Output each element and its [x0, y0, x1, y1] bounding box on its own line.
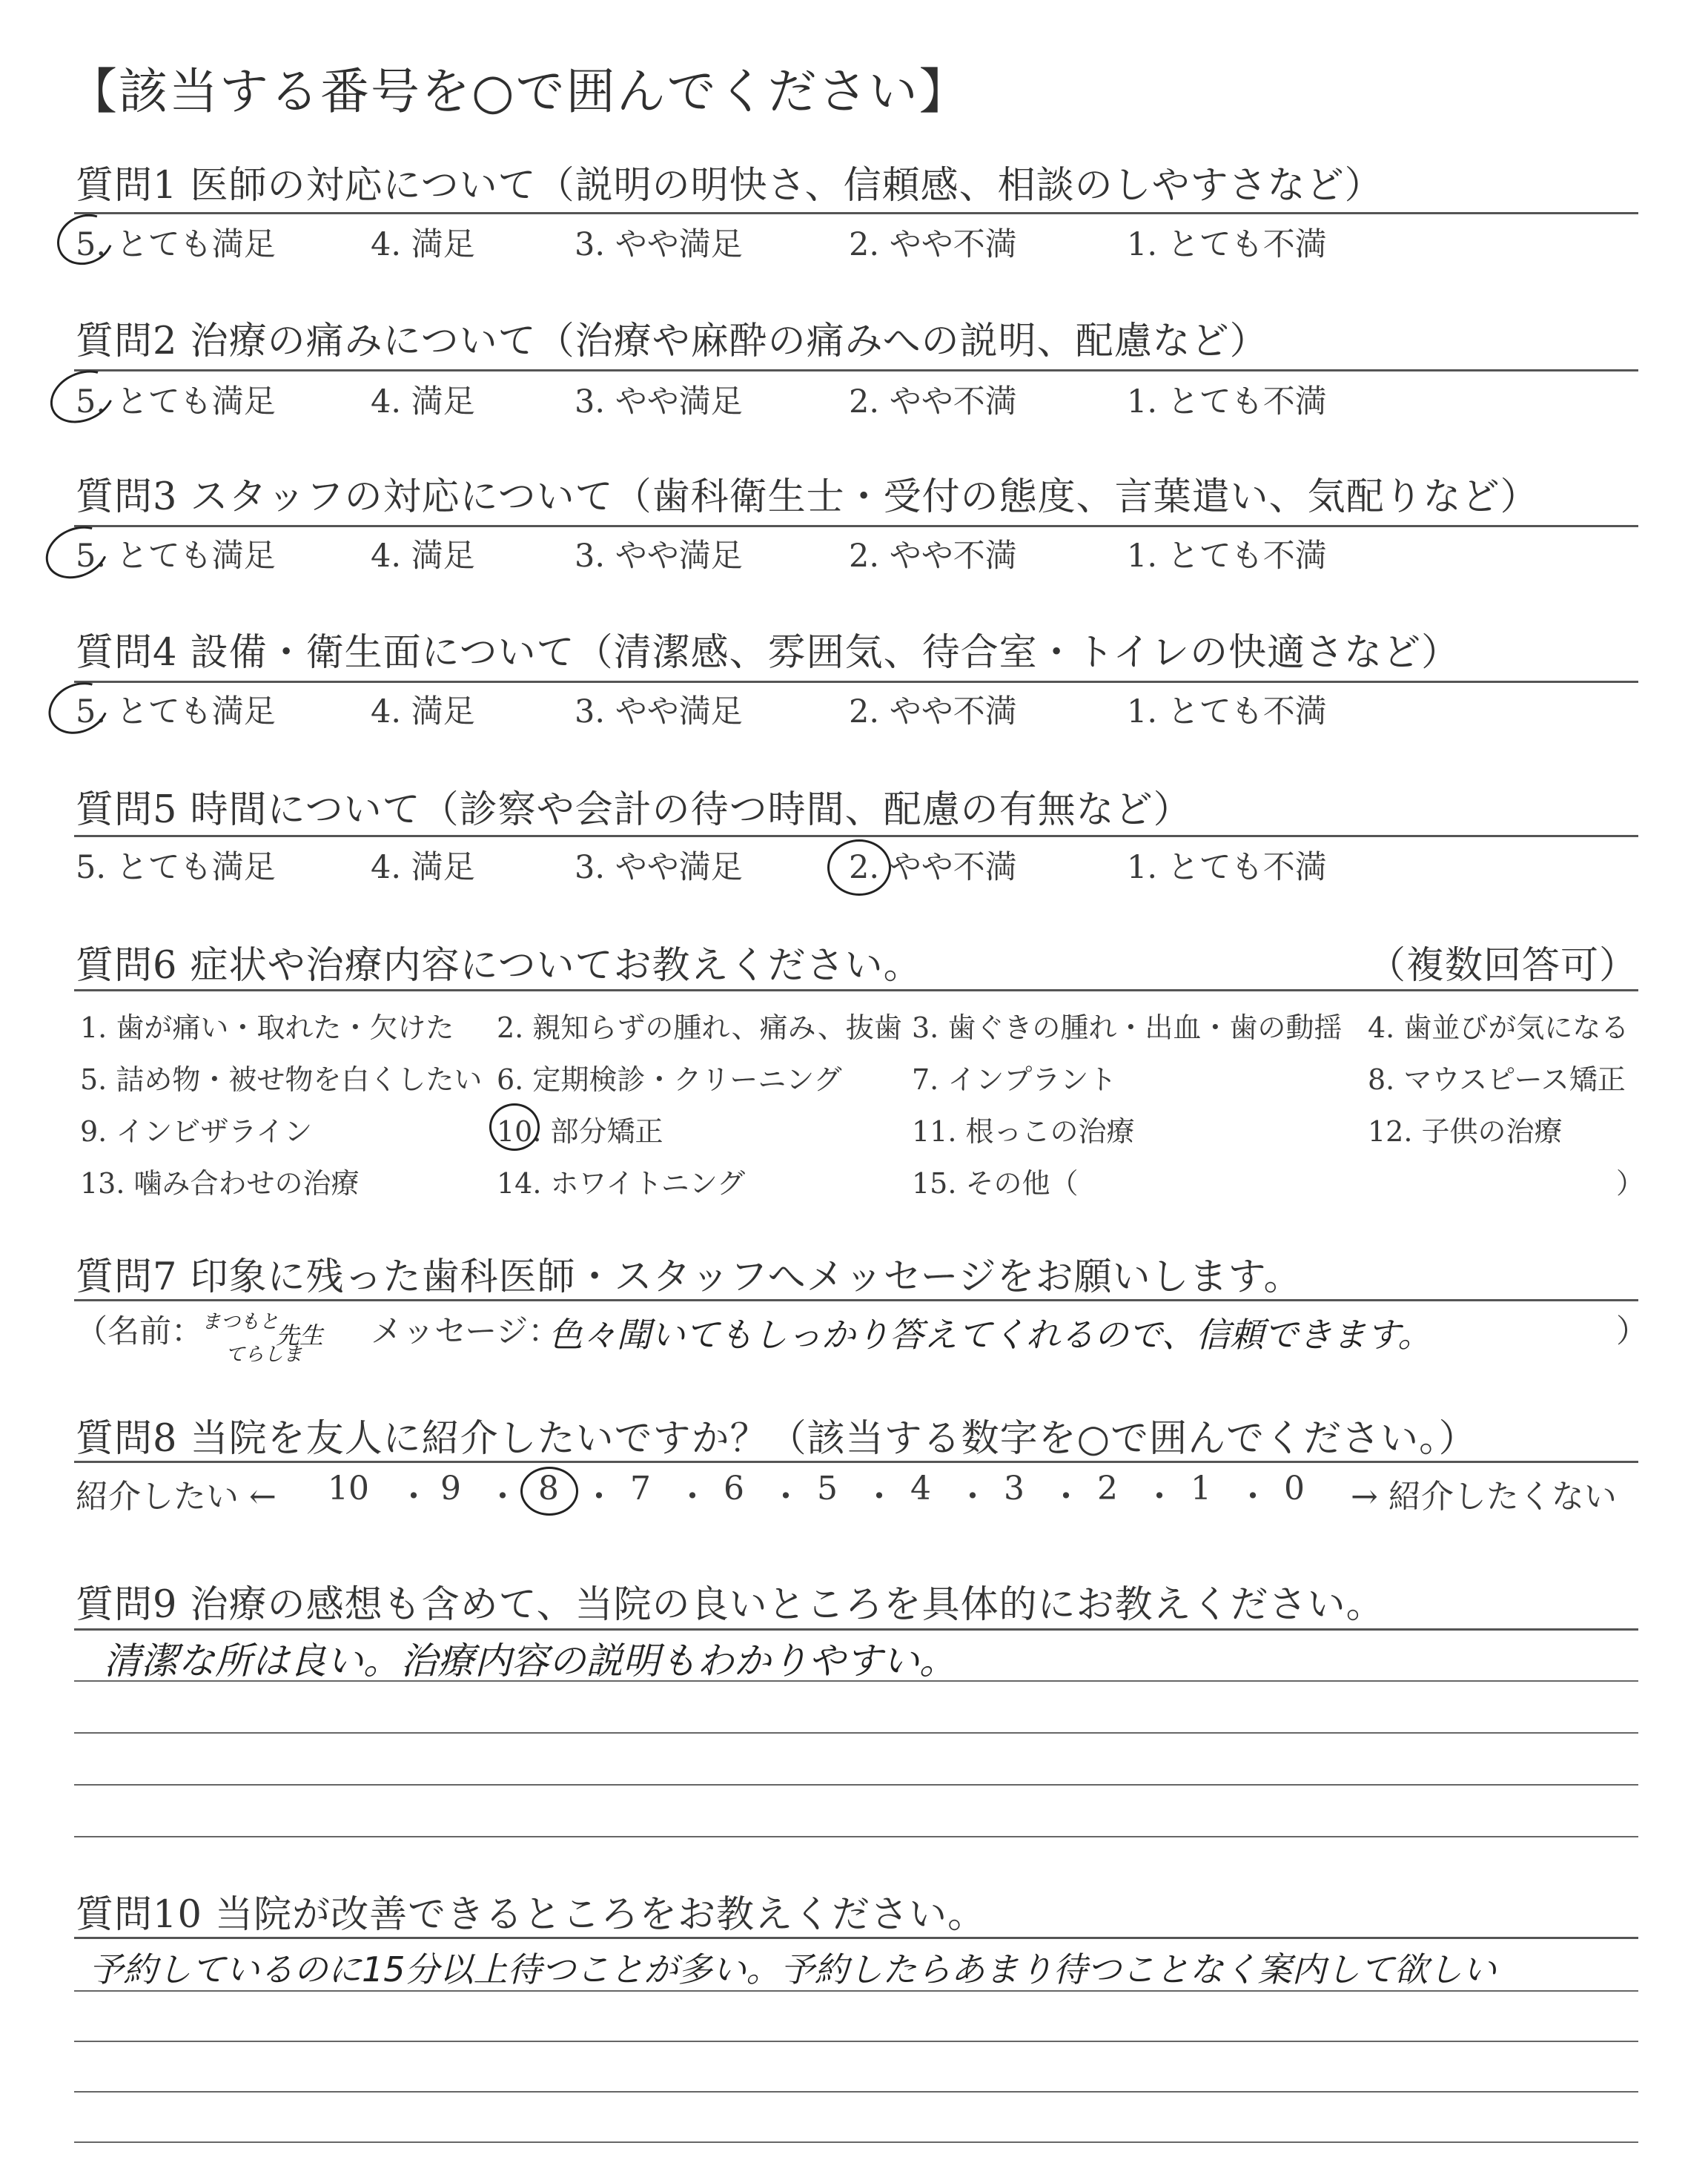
option-1[interactable]: 1. とても不満 — [1127, 383, 1327, 420]
scale-dot: ・ — [1050, 1478, 1082, 1516]
symptom-option[interactable]: 12. 子供の治療 — [1368, 1115, 1563, 1148]
answer-line — [74, 1836, 1638, 1837]
divider — [74, 989, 1638, 991]
symptom-option[interactable]: 13. 噛み合わせの治療 — [80, 1167, 360, 1200]
answer-line — [74, 1784, 1638, 1786]
option-4[interactable]: 4. 満足 — [371, 538, 475, 575]
scale-1[interactable]: 1 — [1191, 1470, 1211, 1507]
option-3[interactable]: 3. やや満足 — [575, 693, 743, 730]
option-2[interactable]: 2. やや不満 — [849, 538, 1017, 575]
symptom-option[interactable]: 5. 詰め物・被せ物を白くしたい — [80, 1063, 483, 1096]
option-3[interactable]: 3. やや満足 — [575, 849, 743, 886]
question-4-title: 質問4 設備・衛生面について（清潔感、雰囲気、待合室・トイレの快適さなど） — [76, 631, 1460, 675]
divider — [74, 1299, 1638, 1301]
divider — [74, 681, 1638, 683]
option-4[interactable]: 4. 満足 — [371, 849, 475, 886]
selection-circle — [520, 1467, 578, 1516]
name-value-1[interactable]: まつもと — [202, 1311, 279, 1333]
scale-dot: ・ — [1143, 1478, 1176, 1516]
scale-2[interactable]: 2 — [1097, 1470, 1118, 1507]
option-1[interactable]: 1. とても不満 — [1127, 226, 1327, 263]
scale-dot: ・ — [1237, 1478, 1269, 1516]
option-4[interactable]: 4. 満足 — [371, 226, 475, 263]
option-1[interactable]: 1. とても不満 — [1127, 693, 1327, 730]
scale-dot: ・ — [863, 1478, 896, 1516]
option-5[interactable]: 5. とても満足 — [76, 693, 276, 730]
scale-dot: ・ — [676, 1478, 709, 1516]
scale-dot: ・ — [583, 1478, 615, 1516]
scale-0[interactable]: 0 — [1284, 1470, 1305, 1507]
option-1[interactable]: 1. とても不満 — [1127, 538, 1327, 575]
symptom-option[interactable]: 1. 歯が痛い・取れた・欠けた — [80, 1011, 454, 1044]
answer-line — [74, 2091, 1638, 2093]
symptom-option[interactable]: 4. 歯並びが気になる — [1368, 1011, 1629, 1044]
divider — [74, 212, 1638, 214]
scale-dot: ・ — [769, 1478, 802, 1516]
option-2[interactable]: 2. やや不満 — [849, 226, 1017, 263]
improvement-answer[interactable]: 予約しているのに15分以上待つことが多い。予約したらあまり待つことなく案内して欲しい — [89, 1949, 1497, 1989]
name-value-2[interactable]: てらしま — [225, 1344, 303, 1366]
symptom-option[interactable]: 6. 定期検診・クリーニング — [497, 1063, 842, 1096]
option-5[interactable]: 5. とても満足 — [76, 383, 276, 420]
divider — [74, 525, 1638, 527]
scale-dot: ・ — [956, 1478, 989, 1516]
option-5[interactable]: 5. とても満足 — [76, 849, 276, 886]
question-2-title: 質問2 治療の痛みについて（治療や麻酔の痛みへの説明、配慮など） — [76, 320, 1268, 363]
question-3-title: 質問3 スタッフの対応について（歯科衛生士・受付の態度、言葉遣い、気配りなど） — [76, 475, 1539, 519]
option-3[interactable]: 3. やや満足 — [575, 538, 743, 575]
option-5[interactable]: 5. とても満足 — [76, 538, 276, 575]
scale-4[interactable]: 4 — [910, 1470, 931, 1507]
symptom-option[interactable]: 15. その他（ — [912, 1167, 1079, 1200]
other-close-paren: ） — [1616, 1167, 1645, 1200]
divider — [74, 369, 1638, 371]
answer-line — [74, 2141, 1638, 2143]
symptom-option[interactable]: 14. ホワイトニング — [497, 1167, 746, 1200]
selection-circle — [37, 516, 117, 588]
divider — [74, 1937, 1638, 1939]
selection-circle — [40, 673, 117, 743]
form-header: 【該当する番号を○で囲んでください】 — [68, 63, 970, 120]
scale-9[interactable]: 9 — [440, 1470, 461, 1507]
recommend-right-label: → 紹介したくない — [1351, 1478, 1617, 1516]
symptom-option[interactable]: 9. インビザライン — [80, 1115, 313, 1148]
divider — [74, 1628, 1638, 1631]
scale-8[interactable]: 8 — [538, 1470, 559, 1507]
symptom-option[interactable]: 2. 親知らずの腫れ、痛み、抜歯 — [497, 1011, 902, 1044]
name-suffix: 先生 — [276, 1321, 324, 1350]
question-8-title: 質問8 当院を友人に紹介したいですか？（該当する数字を○で囲んでください。） — [76, 1417, 1477, 1461]
symptom-option[interactable]: 3. 歯ぐきの腫れ・出血・歯の動揺 — [912, 1011, 1343, 1044]
option-2[interactable]: 2. やや不満 — [849, 693, 1017, 730]
answer-line — [74, 1732, 1638, 1734]
symptom-option[interactable]: 10. 部分矯正 — [497, 1115, 663, 1148]
symptom-option[interactable]: 11. 根っこの治療 — [912, 1115, 1135, 1148]
option-2[interactable]: 2. やや不満 — [849, 383, 1017, 420]
option-5[interactable]: 5. とても満足 — [76, 226, 276, 263]
answer-line — [74, 1680, 1638, 1682]
recommend-left-label: 紹介したい ← — [76, 1478, 277, 1516]
symptom-option[interactable]: 8. マウスピース矯正 — [1368, 1063, 1626, 1096]
scale-7[interactable]: 7 — [630, 1470, 651, 1507]
question-10-title: 質問10 当院が改善できるところをお教えください。 — [76, 1893, 987, 1937]
option-4[interactable]: 4. 満足 — [371, 383, 475, 420]
scale-5[interactable]: 5 — [817, 1470, 838, 1507]
question-6-title: 質問6 症状や治療内容についてお教えください。 — [76, 944, 922, 988]
answer-line — [74, 2041, 1638, 2042]
scale-6[interactable]: 6 — [724, 1470, 744, 1507]
option-1[interactable]: 1. とても不満 — [1127, 849, 1327, 886]
message-label: メッセージ： — [371, 1313, 560, 1350]
scale-dot: ・ — [486, 1478, 519, 1516]
question-1-title: 質問1 医師の対応について（説明の明快さ、信頼感、相談のしやすさなど） — [76, 164, 1383, 208]
divider — [74, 1461, 1638, 1463]
question-9-title: 質問9 治療の感想も含めて、当院の良いところを具体的にお教えください。 — [76, 1583, 1385, 1627]
answer-line — [74, 1990, 1638, 1992]
multiple-answers-note: （複数回答可） — [1368, 944, 1638, 988]
option-4[interactable]: 4. 満足 — [371, 693, 475, 730]
option-2[interactable]: 2. やや不満 — [849, 849, 1017, 886]
name-label: （名前： — [76, 1313, 203, 1350]
symptom-option[interactable]: 7. インプラント — [912, 1063, 1117, 1096]
good-points-answer[interactable]: 清潔な所は良い。治療内容の説明もわかりやすい。 — [104, 1639, 956, 1682]
option-3[interactable]: 3. やや満足 — [575, 383, 743, 420]
message-value[interactable]: 色々聞いてもしっかり答えてくれるので、信頼できます。 — [549, 1315, 1432, 1355]
question-7-title: 質問7 印象に残った歯科医師・スタッフへメッセージをお願いします。 — [76, 1255, 1302, 1299]
selection-circle — [827, 839, 891, 896]
close-paren: ） — [1616, 1313, 1648, 1350]
scale-10[interactable]: 10 — [328, 1470, 369, 1507]
divider — [74, 835, 1638, 837]
selection-circle — [489, 1103, 540, 1151]
option-3[interactable]: 3. やや満足 — [575, 226, 743, 263]
scale-3[interactable]: 3 — [1004, 1470, 1025, 1507]
question-5-title: 質問5 時間について（診察や会計の待つ時間、配慮の有無など） — [76, 788, 1192, 832]
scale-dot: ・ — [397, 1478, 430, 1516]
